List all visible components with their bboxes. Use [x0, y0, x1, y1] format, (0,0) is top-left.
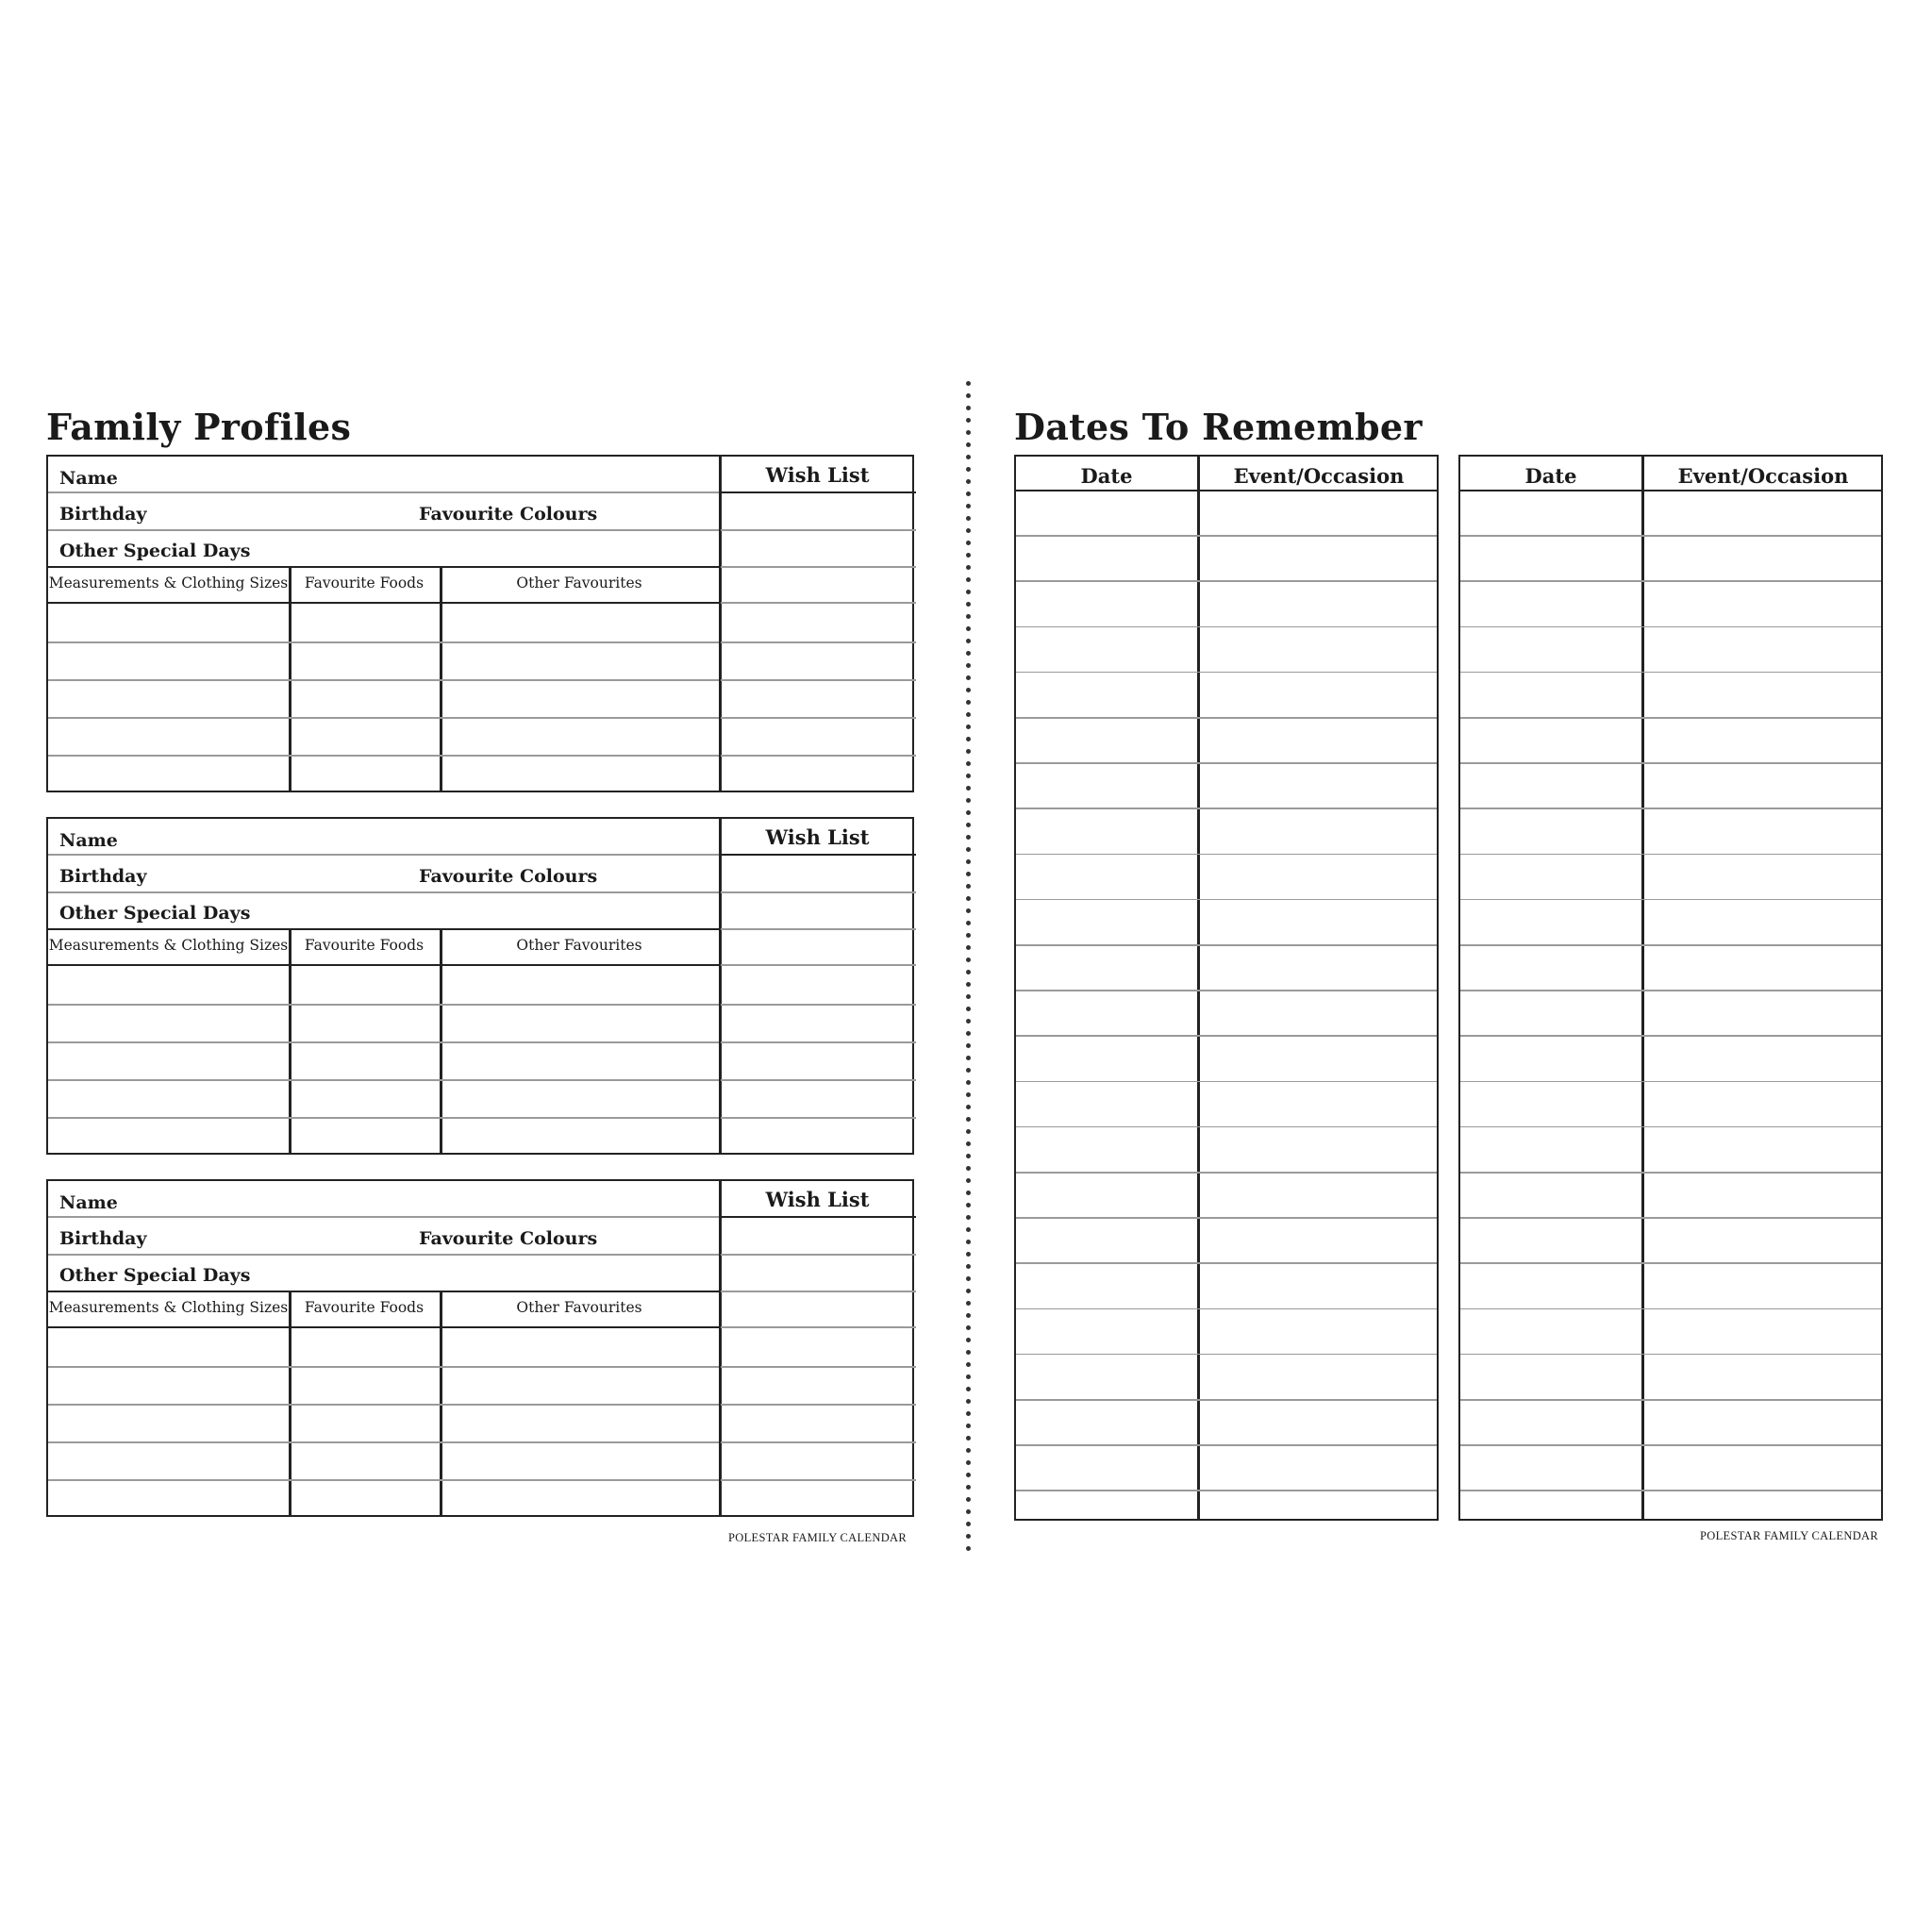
divider-dot — [966, 1129, 971, 1134]
wish-list-row-rule — [721, 1404, 916, 1406]
date-event-divider — [1197, 457, 1200, 1519]
measurements-column-header: Measurements & Clothing Sizes — [48, 575, 289, 591]
date-row-rule — [1016, 626, 1437, 628]
date-row-rule — [1016, 1308, 1437, 1310]
wish-list-row-rule — [721, 1117, 916, 1119]
divider-dot — [966, 688, 971, 692]
date-row-rule — [1016, 808, 1437, 809]
favourite-colours-field-label[interactable]: Favourite Colours — [419, 866, 598, 887]
date-row-rule — [1016, 672, 1437, 674]
divider-dot — [966, 1522, 971, 1526]
divider-dot — [966, 1264, 971, 1269]
divider-dot — [966, 761, 971, 766]
measurements-column-header: Measurements & Clothing Sizes — [48, 1299, 289, 1316]
divider-dot — [966, 1215, 971, 1220]
date-row-rule — [1460, 1172, 1881, 1174]
grid-row-rule — [48, 641, 719, 643]
divider-dot — [966, 724, 971, 729]
divider-dot — [966, 1362, 971, 1367]
special-days-rule — [48, 928, 719, 930]
date-row-rule — [1460, 535, 1881, 537]
divider-dot — [966, 1154, 971, 1158]
divider-dot — [966, 1546, 971, 1551]
divider-dot — [966, 1105, 971, 1109]
divider-dot — [966, 1166, 971, 1171]
family-profiles-title: Family Profiles — [46, 406, 352, 448]
wish-list-header: Wish List — [765, 463, 870, 487]
wish-list-header-rule — [719, 854, 916, 856]
wish-list-header-rule — [719, 1216, 916, 1218]
divider-dot — [966, 933, 971, 938]
divider-dot — [966, 1485, 971, 1490]
date-column-header: Date — [1080, 464, 1133, 488]
date-row-rule — [1016, 1172, 1437, 1174]
divider-dot — [966, 1240, 971, 1244]
date-row-rule — [1016, 1035, 1437, 1037]
profile-block — [46, 1179, 914, 1517]
date-row-rule — [1460, 1081, 1881, 1083]
date-row-rule — [1460, 717, 1881, 719]
wish-list-row-rule — [721, 529, 916, 531]
other-special-days-field-label[interactable]: Other Special Days — [59, 903, 251, 924]
grid-row-rule — [48, 1404, 719, 1406]
wish-list-header-rule — [719, 491, 916, 493]
divider-dot — [966, 626, 971, 631]
divider-dot — [966, 491, 971, 496]
date-row-rule — [1460, 1354, 1881, 1356]
divider-dot — [966, 1301, 971, 1306]
dates-table — [1014, 455, 1439, 1521]
wish-list-row-rule — [721, 1441, 916, 1443]
wish-list-row-rule — [721, 1291, 916, 1292]
date-row-rule — [1460, 762, 1881, 764]
date-row-rule — [1460, 944, 1881, 946]
name-rule — [48, 854, 719, 856]
divider-dot — [966, 1509, 971, 1514]
divider-dot — [966, 1031, 971, 1036]
divider-dot — [966, 1399, 971, 1404]
divider-dot — [966, 737, 971, 741]
grid-row-rule — [48, 1004, 719, 1006]
columns-header-rule — [48, 964, 719, 966]
wish-list-header: Wish List — [765, 825, 870, 849]
date-row-rule — [1016, 944, 1437, 946]
divider-dot — [966, 639, 971, 643]
date-row-rule — [1016, 762, 1437, 764]
divider-dot — [966, 1178, 971, 1183]
divider-dot — [966, 921, 971, 925]
divider-dot — [966, 541, 971, 545]
date-row-rule — [1460, 990, 1881, 991]
grid-row-rule — [48, 717, 719, 719]
divider-dot — [966, 970, 971, 974]
date-column-header: Date — [1524, 464, 1577, 488]
divider-dot — [966, 1338, 971, 1342]
name-rule — [48, 1216, 719, 1218]
divider-dot — [966, 1387, 971, 1391]
divider-dot — [966, 1043, 971, 1048]
grid-row-rule — [48, 1441, 719, 1443]
columns-header-rule — [48, 602, 719, 604]
event-column-header: Event/Occasion — [1677, 464, 1849, 488]
divider-dot — [966, 1056, 971, 1060]
divider-dot — [966, 847, 971, 852]
date-row-rule — [1016, 1399, 1437, 1401]
date-row-rule — [1460, 672, 1881, 674]
divider-dot — [966, 418, 971, 423]
date-row-rule — [1016, 1262, 1437, 1264]
divider-dot — [966, 1350, 971, 1355]
divider-dot — [966, 774, 971, 778]
divider-dot — [966, 663, 971, 668]
special-days-rule — [48, 566, 719, 568]
date-row-rule — [1016, 1444, 1437, 1446]
divider-dot — [966, 896, 971, 901]
measurements-column-header: Measurements & Clothing Sizes — [48, 937, 289, 954]
divider-dot — [966, 442, 971, 447]
date-row-rule — [1460, 626, 1881, 628]
date-row-rule — [1016, 899, 1437, 901]
divider-dot — [966, 381, 971, 386]
divider-dot — [966, 590, 971, 594]
divider-dot — [966, 504, 971, 508]
birthday-field-label[interactable]: Birthday — [59, 504, 147, 525]
divider-dot — [966, 810, 971, 815]
divider-dot — [966, 553, 971, 558]
wish-list-row-rule — [721, 1326, 916, 1328]
birthday-rule — [48, 891, 719, 893]
grid-row-rule — [48, 1041, 719, 1043]
divider-dot — [966, 712, 971, 717]
date-row-rule — [1460, 899, 1881, 901]
wish-list-header: Wish List — [765, 1188, 870, 1211]
grid-row-rule — [48, 1117, 719, 1119]
wish-list-row-rule — [721, 1479, 916, 1481]
divider-dot — [966, 1092, 971, 1097]
divider-dot — [966, 859, 971, 864]
birthday-rule — [48, 1254, 719, 1256]
divider-dot — [966, 406, 971, 410]
date-row-rule — [1460, 808, 1881, 809]
wish-list-row-rule — [721, 928, 916, 930]
date-row-rule — [1016, 535, 1437, 537]
special-days-rule — [48, 1291, 719, 1292]
divider-dot — [966, 1289, 971, 1293]
divider-dot — [966, 1227, 971, 1232]
date-row-rule — [1016, 1490, 1437, 1491]
wish-list-row-rule — [721, 1254, 916, 1256]
wish-list-row-rule — [721, 1041, 916, 1043]
favourite-foods-column-header: Favourite Foods — [304, 937, 425, 954]
divider-dot — [966, 1080, 971, 1085]
date-row-rule — [1016, 1354, 1437, 1356]
divider-dot — [966, 1019, 971, 1024]
dates-table — [1458, 455, 1883, 1521]
divider-dot — [966, 1460, 971, 1465]
date-row-rule — [1460, 1035, 1881, 1037]
divider-dot — [966, 479, 971, 484]
divider-dot — [966, 994, 971, 999]
wish-list-row-rule — [721, 602, 916, 604]
divider-dot — [966, 675, 971, 680]
wish-list-row-rule — [721, 891, 916, 893]
favourite-colours-field-label[interactable]: Favourite Colours — [419, 504, 598, 525]
date-row-rule — [1016, 990, 1437, 991]
name-rule — [48, 491, 719, 493]
wish-list-divider — [719, 819, 722, 1153]
divider-dot — [966, 945, 971, 950]
date-row-rule — [1016, 854, 1437, 856]
divider-dot — [966, 577, 971, 582]
divider-dot — [966, 651, 971, 656]
wish-list-row-rule — [721, 679, 916, 681]
grid-row-rule — [48, 1079, 719, 1081]
wish-list-row-rule — [721, 1004, 916, 1006]
divider-dot — [966, 602, 971, 607]
divider-dot — [966, 798, 971, 803]
date-row-rule — [1460, 1399, 1881, 1401]
date-row-rule — [1460, 580, 1881, 582]
date-row-rule — [1460, 1126, 1881, 1128]
wish-list-divider — [719, 1181, 722, 1515]
divider-dot — [966, 455, 971, 459]
divider-dot — [966, 1436, 971, 1441]
date-row-rule — [1460, 1308, 1881, 1310]
divider-dot — [966, 786, 971, 791]
divider-dot — [966, 1007, 971, 1011]
name-field-label[interactable]: Name — [59, 830, 118, 851]
other-favourites-column-header: Other Favourites — [516, 937, 642, 954]
divider-dot — [966, 516, 971, 521]
divider-dot — [966, 1424, 971, 1428]
divider-dot — [966, 1191, 971, 1195]
divider-dot — [966, 958, 971, 962]
favourite-foods-column-header: Favourite Foods — [304, 1299, 425, 1316]
name-field-label[interactable]: Name — [59, 1192, 118, 1213]
wish-list-row-rule — [721, 1366, 916, 1368]
divider-dot — [966, 1068, 971, 1073]
wish-list-row-rule — [721, 755, 916, 757]
wish-list-row-rule — [721, 641, 916, 643]
divider-dot — [966, 749, 971, 754]
other-favourites-column-header: Other Favourites — [516, 575, 642, 591]
divider-dot — [966, 982, 971, 987]
event-column-header: Event/Occasion — [1233, 464, 1405, 488]
profile-block — [46, 455, 914, 792]
wish-list-row-rule — [721, 1079, 916, 1081]
columns-header-rule — [48, 1326, 719, 1328]
grid-row-rule — [48, 1479, 719, 1481]
header-rule — [1460, 490, 1881, 491]
wish-list-row-rule — [721, 566, 916, 568]
divider-dot — [966, 1203, 971, 1208]
divider-dot — [966, 908, 971, 913]
birthday-field-label[interactable]: Birthday — [59, 866, 147, 887]
divider-dot — [966, 1141, 971, 1146]
favourite-foods-column-header: Favourite Foods — [304, 575, 425, 591]
wish-list-divider — [719, 457, 722, 791]
date-row-rule — [1460, 1444, 1881, 1446]
birthday-rule — [48, 529, 719, 531]
grid-row-rule — [48, 679, 719, 681]
divider-dot — [966, 1534, 971, 1539]
date-row-rule — [1016, 1217, 1437, 1219]
date-row-rule — [1016, 1126, 1437, 1128]
divider-dot — [966, 528, 971, 533]
date-row-rule — [1460, 1217, 1881, 1219]
divider-dot — [966, 1497, 971, 1502]
divider-dot — [966, 565, 971, 570]
divider-dot — [966, 393, 971, 398]
divider-dot — [966, 614, 971, 619]
date-row-rule — [1460, 854, 1881, 856]
date-row-rule — [1016, 1081, 1437, 1083]
header-rule — [1016, 490, 1437, 491]
wish-list-row-rule — [721, 717, 916, 719]
divider-dot — [966, 1473, 971, 1477]
divider-dot — [966, 467, 971, 472]
other-favourites-column-header: Other Favourites — [516, 1299, 642, 1316]
date-row-rule — [1016, 717, 1437, 719]
birthday-field-label[interactable]: Birthday — [59, 1228, 147, 1249]
divider-dot — [966, 1448, 971, 1453]
wish-list-row-rule — [721, 964, 916, 966]
date-row-rule — [1460, 1262, 1881, 1264]
divider-dot — [966, 1374, 971, 1379]
divider-dot — [966, 1411, 971, 1416]
favourite-colours-field-label[interactable]: Favourite Colours — [419, 1228, 598, 1249]
right-page-footer: POLESTAR FAMILY CALENDAR — [1700, 1529, 1878, 1542]
divider-dot — [966, 430, 971, 435]
grid-row-rule — [48, 755, 719, 757]
other-special-days-field-label[interactable]: Other Special Days — [59, 1265, 251, 1286]
divider-dot — [966, 1252, 971, 1257]
grid-row-rule — [48, 1366, 719, 1368]
divider-dot — [966, 884, 971, 889]
date-row-rule — [1460, 1490, 1881, 1491]
divider-dot — [966, 700, 971, 705]
divider-dot — [966, 1325, 971, 1330]
other-special-days-field-label[interactable]: Other Special Days — [59, 541, 251, 561]
divider-dot — [966, 1117, 971, 1122]
divider-dot — [966, 1313, 971, 1318]
divider-dot — [966, 835, 971, 840]
date-event-divider — [1641, 457, 1644, 1519]
left-page-footer: POLESTAR FAMILY CALENDAR — [728, 1531, 907, 1544]
date-row-rule — [1016, 580, 1437, 582]
profile-block — [46, 817, 914, 1155]
name-field-label[interactable]: Name — [59, 468, 118, 489]
divider-dot — [966, 823, 971, 827]
divider-dot — [966, 1276, 971, 1281]
dates-to-remember-title: Dates To Remember — [1014, 406, 1423, 448]
divider-dot — [966, 872, 971, 876]
